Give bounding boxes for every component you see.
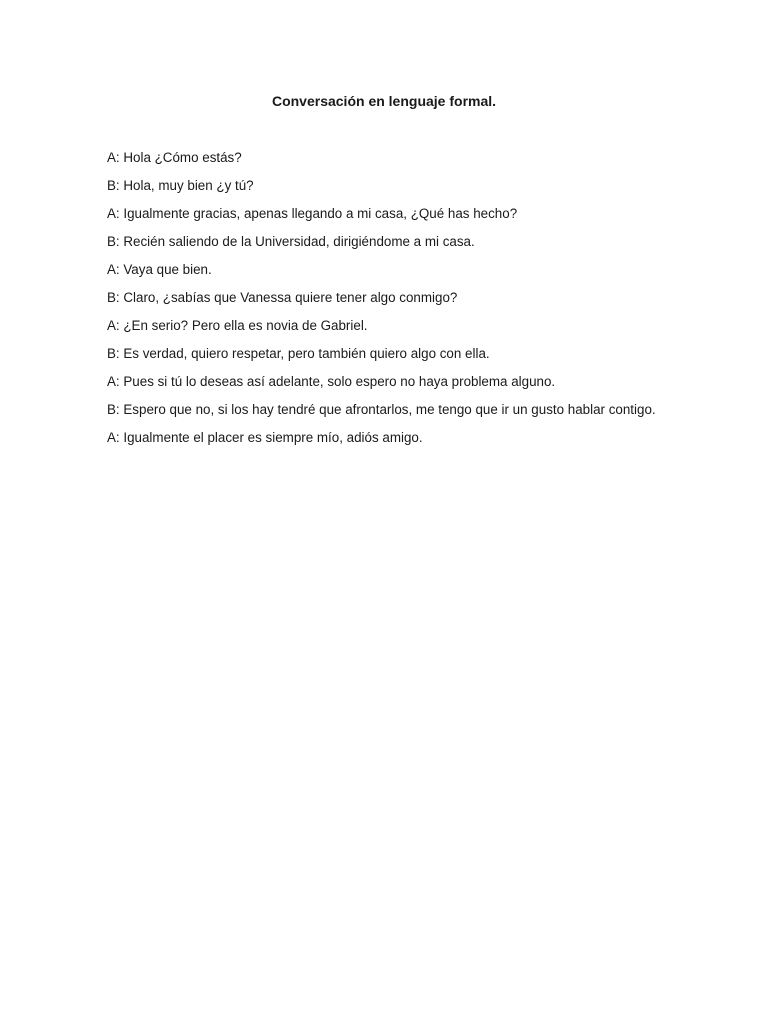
dialogue-line: B: Recién saliendo de la Universidad, dirigiéndome a mi casa.	[107, 234, 475, 249]
dialogue-line: B: Es verdad, quiero respetar, pero también quiero algo con ella.	[107, 346, 490, 361]
dialogue-line: B: Espero que no, si los hay tendré que afrontarlos, me tengo que ir un gusto hablar contigo.	[107, 402, 656, 417]
document-title: Conversación en lenguaje formal.	[271, 93, 497, 109]
dialogue-line: A: Vaya que bien.	[107, 262, 212, 277]
dialogue-line: B: Claro, ¿sabías que Vanessa quiere tener algo conmigo?	[107, 290, 458, 305]
dialogue-line: A: Igualmente gracias, apenas llegando a mi casa, ¿Qué has hecho?	[107, 206, 518, 221]
dialogue-line: A: Pues si tú lo deseas así adelante, solo espero no haya problema alguno.	[107, 374, 556, 389]
dialogue-line: B: Hola, muy bien ¿y tú?	[107, 178, 254, 193]
conversation-body	[107, 149, 661, 457]
dialogue-line: A: Igualmente el placer es siempre mío, adiós amigo.	[107, 430, 423, 445]
dialogue-line: A: Hola ¿Cómo estás?	[107, 150, 242, 165]
dialogue-line: A: ¿En serio? Pero ella es novia de Gabriel.	[107, 318, 368, 333]
